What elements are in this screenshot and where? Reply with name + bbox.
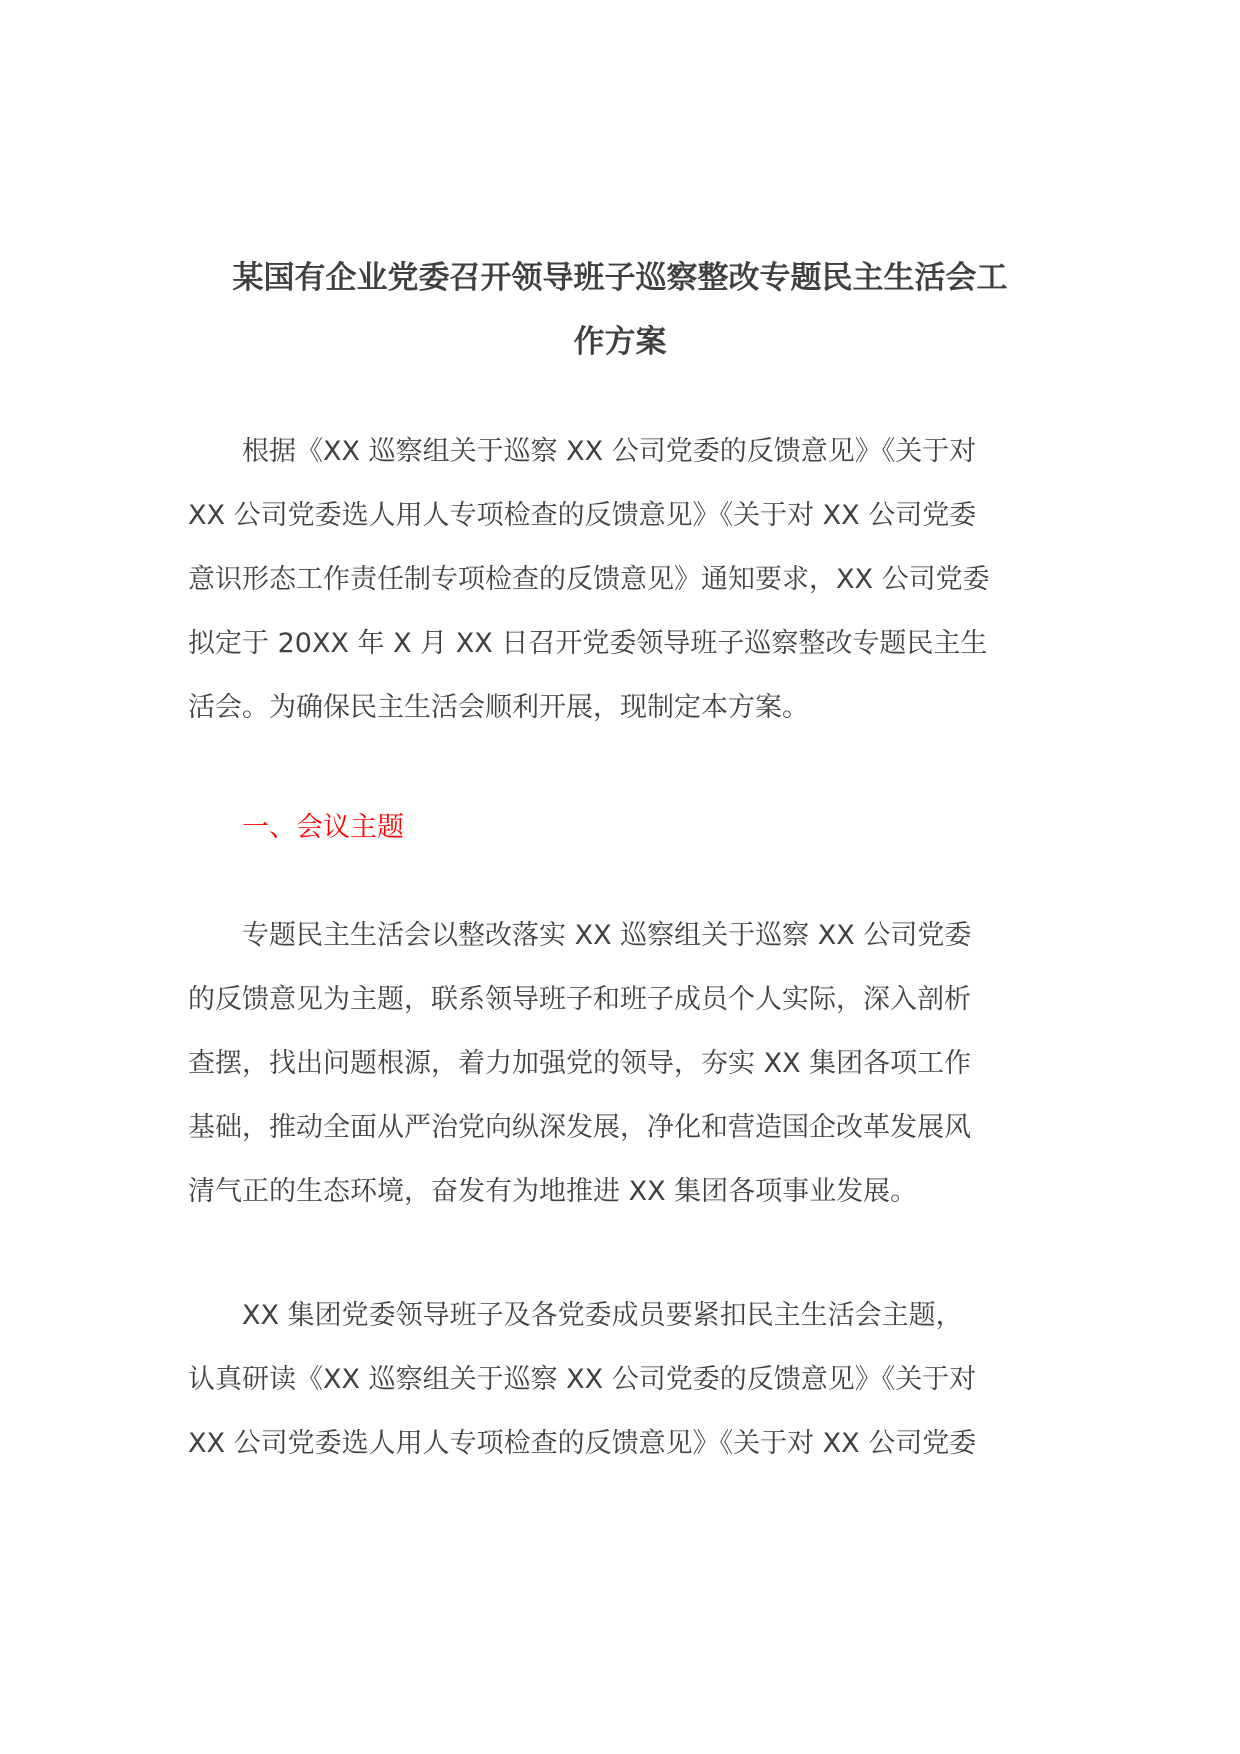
- paragraph-line: XX 公司党委选人用人专项检查的反馈意见》《关于对 XX 公司党委: [188, 500, 977, 531]
- paragraph-line: 清气正的生态环境，奋发有为地推进 XX 集团各项事业发展。: [188, 1176, 918, 1207]
- paragraph-line: 拟定于 20XX 年 X 月 XX 日召开党委领导班子巡察整改专题民主生: [188, 628, 988, 659]
- paragraph-line: 基础，推动全面从严治党向纵深发展，净化和营造国企改革发展风: [188, 1112, 971, 1143]
- title-line: 作方案: [573, 324, 667, 360]
- paragraph-requirements: [188, 1284, 1052, 1476]
- paragraph-line: XX 公司党委选人用人专项检查的反馈意见》《关于对 XX 公司党委: [188, 1428, 977, 1459]
- paragraph-line: 专题民主生活会以整改落实 XX 巡察组关于巡察 XX 公司党委: [242, 920, 972, 951]
- paragraph-line: 认真研读《XX 巡察组关于巡察 XX 公司党委的反馈意见》《关于对: [188, 1364, 977, 1395]
- document-title: [188, 246, 1052, 374]
- paragraph-line: 根据《XX 巡察组关于巡察 XX 公司党委的反馈意见》《关于对: [242, 436, 977, 467]
- paragraph-line: 的反馈意见为主题，联系领导班子和班子成员个人实际，深入剖析: [188, 984, 971, 1015]
- paragraph-intro: [188, 420, 1052, 740]
- section-heading-meeting-theme: 一、会议主题: [242, 812, 404, 843]
- paragraph-line: XX 集团党委领导班子及各党委成员要紧扣民主生活会主题，: [242, 1300, 963, 1331]
- title-line: 某国有企业党委召开领导班子巡察整改专题民主生活会工: [232, 260, 1008, 296]
- paragraph-line: 意识形态工作责任制专项检查的反馈意见》通知要求，XX 公司党委: [188, 564, 990, 595]
- paragraph-line: 活会。为确保民主生活会顺利开展，现制定本方案。: [188, 692, 809, 723]
- paragraph-theme: [188, 904, 1052, 1224]
- paragraph-line: 查摆，找出问题根源，着力加强党的领导，夯实 XX 集团各项工作: [188, 1048, 972, 1079]
